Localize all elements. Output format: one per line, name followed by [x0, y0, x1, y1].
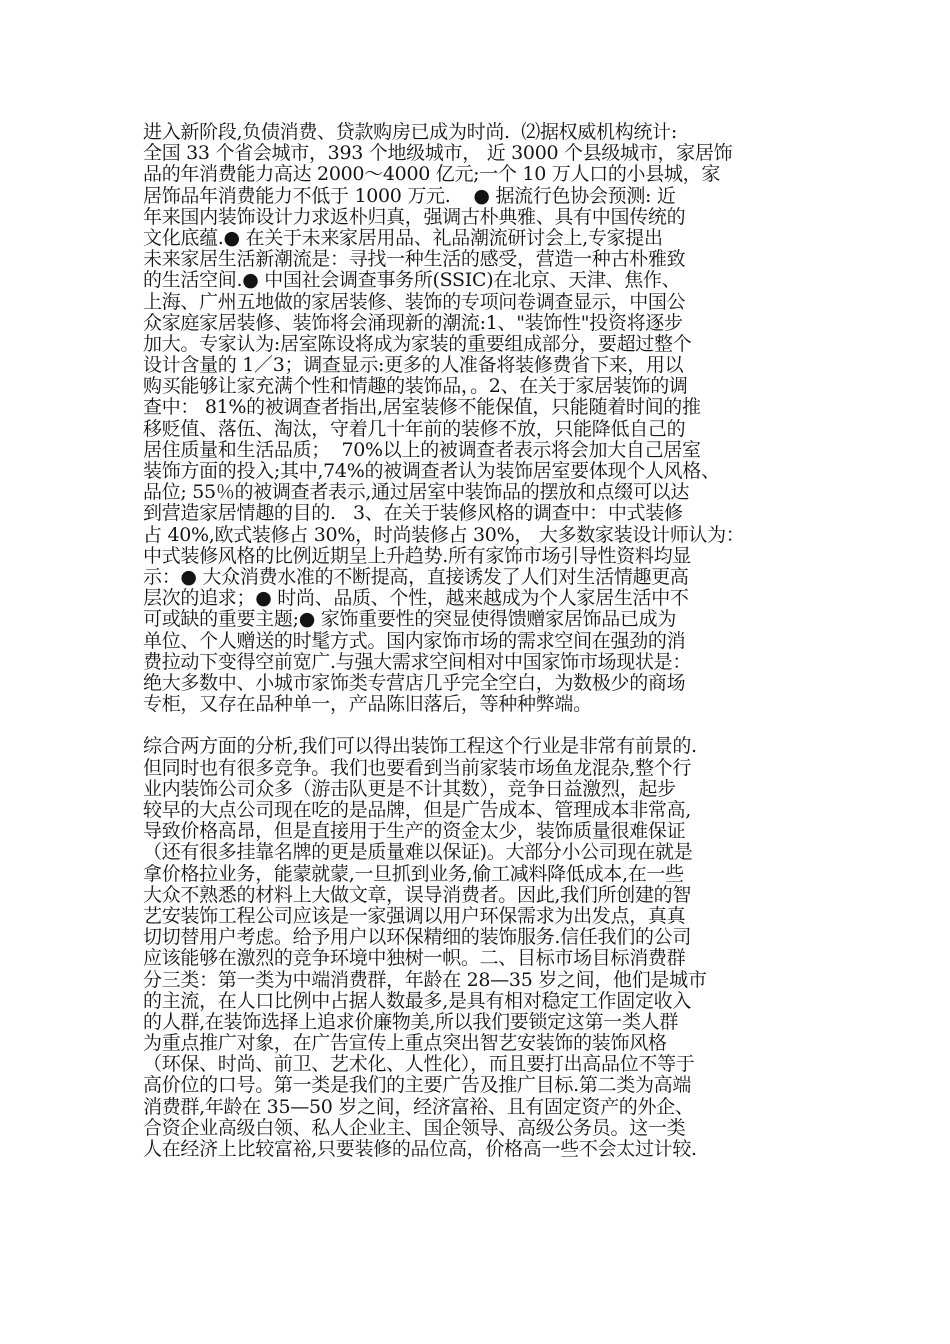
- text-line: 中式装修风格的比例近期呈上升趋势.所有家饰市场引导性资料均显: [143, 544, 692, 567]
- text-line: 分三类：第一类为中端消费群，年龄在 28—35 岁之间，他们是城市: [143, 968, 707, 991]
- text-line: 品位; 55％的被调查者表示,通过居室中装饰品的摆放和点缀可以达: [143, 481, 690, 504]
- text-line: 大众不熟悉的材料上大做文章，误导消费者。因此,我们所创建的智: [143, 883, 692, 906]
- text-line: 查中： 81%的被调查者指出,居室装修不能保值，只能随着时间的推: [143, 396, 701, 419]
- text-line: 到营造家居情趣的目的. 3、在关于装修风格的调查中：中式装修: [143, 502, 683, 525]
- text-line: 加大。专家认为:居室陈设将成为家装的重要组成部分，要超过整个: [143, 332, 692, 355]
- text-line: 的主流，在人口比例中占据人数最多,是具有相对稳定工作固定收入: [143, 989, 692, 1012]
- text-line: 绝大多数中、小城市家饰类专营店几乎完全空白，为数极少的商场: [143, 671, 686, 694]
- text-line: 拿价格拉业务，能蒙就蒙,一旦抓到业务,偷工减料降低成本,在一些: [143, 862, 684, 885]
- text-line: 未来家居生活新潮流是：寻找一种生活的感受，营造一种古朴雅致: [143, 248, 686, 271]
- text-line: 高价位的口号。第一类是我们的主要广告及推广目标.第二类为高端: [143, 1074, 692, 1097]
- text-line: 单位、个人赠送的时髦方式。国内家饰市场的需求空间在强劲的消: [143, 629, 686, 652]
- text-line: 导致价格高昂，但是直接用于生产的资金太少，装饰质量很难保证: [143, 820, 686, 843]
- text-line: 装饰方面的投入;其中,74%的被调查者认为装饰居室要体现个人风格、: [143, 460, 720, 482]
- text-line: 专柜，又存在品种单一，产品陈旧落后，等种种弊端。: [143, 693, 592, 716]
- text-line: 进入新阶段,负债消费、贷款购房已成为时尚. ⑵据权威机构统计:: [143, 121, 677, 143]
- text-line: 应该能够在激烈的竞争环境中独树一帜。二、目标市场目标消费群: [143, 947, 686, 970]
- text-line: 切切替用户考虑。给予用户以环保精细的装饰服务.信任我们的公司: [143, 926, 692, 949]
- text-line: 人在经济上比较富裕,只要装修的品位高，价格高一些不会太过计较.: [143, 1138, 697, 1160]
- text-line: 层次的追求；● 时尚、品质、个性，越来越成为个人家居生活中不: [143, 587, 689, 610]
- text-line: 但同时也有很多竞争。我们也要看到当前家装市场鱼龙混杂,整个行: [143, 756, 692, 779]
- text-line: 居饰品年消费能力不低于 1000 万元. ● 据流行色协会预测: 近: [143, 184, 676, 207]
- text-line: 为重点推广对象，在广告宣传上重点突出智艺安装饰的装饰风格: [143, 1032, 667, 1055]
- text-line: 示：● 大众消费水准的不断提高，直接诱发了人们对生活情趣更高: [143, 565, 689, 588]
- text-line: 设计含量的 1／3；调查显示:更多的人准备将装修费省下来，用以: [143, 354, 684, 377]
- text-line: 业内装饰公司众多（游击队更是不计其数），竞争日益激烈，起步: [143, 777, 676, 800]
- text-line: 综合两方面的分析,我们可以得出装饰工程这个行业是非常有前景的.: [143, 735, 697, 758]
- text-line: 费拉动下变得空前宽广.与强大需求空间相对中国家饰市场现状是：: [143, 650, 692, 673]
- paragraph-competition-analysis: [143, 736, 811, 1160]
- text-line: 品的年消费能力高达 2000～4000 亿元;一个 10 万人口的小县城，家: [143, 163, 721, 186]
- paragraph-market-survey: [143, 122, 811, 715]
- text-line: 合资企业高级白领、私人企业主、国企领导、高级公务员。这一类: [143, 1116, 686, 1139]
- text-line: 的人群,在装饰选择上追求价廉物美,所以我们要锁定这第一类人群: [143, 1010, 679, 1033]
- text-line: 较早的大点公司现在吃的是品牌，但是广告成本、管理成本非常高,: [143, 799, 692, 821]
- text-line: 文化底蕴.● 在关于未来家居用品、礼品潮流研讨会上,专家提出: [143, 226, 663, 249]
- text-line: （环保、时尚、前卫、艺术化、人性化），而且要打出高品位不等于: [143, 1053, 695, 1076]
- text-line: 的生活空间.● 中国社会调查事务所(SSIC)在北京、天津、焦作、: [143, 269, 681, 292]
- text-line: 年来国内装饰设计力求返朴归真，强调古朴典雅、具有中国传统的: [143, 205, 686, 228]
- text-line: 全国 33 个省会城市，393 个地级城市， 近 3000 个县级城市，家居饰: [143, 142, 733, 165]
- text-line: 消费群,年龄在 35—50 岁之间，经济富裕、且有固定资产的外企、: [143, 1095, 694, 1118]
- text-line: 居住质量和生活品质； 70%以上的被调查者表示将会加大自己居室: [143, 438, 701, 461]
- text-line: 众家庭家居装修、装饰将会涌现新的潮流:1、"装饰性"投资将逐步: [143, 311, 683, 334]
- text-line: 移贬值、落伍、淘汰，守着几十年前的装修不放，只能降低自己的: [143, 417, 686, 440]
- text-line: 可或缺的重要主题;● 家饰重要性的突显使得馈赠家居饰品已成为: [143, 608, 677, 631]
- text-line: 购买能够让家充满个性和情趣的装饰品，。2、在关于家居装饰的调: [143, 375, 688, 398]
- text-line: 艺安装饰工程公司应该是一家强调以用户环保需求为出发点，真真: [143, 904, 686, 927]
- text-line: 上海、广州五地做的家居装修、装饰的专项问卷调查显示，中国公: [143, 290, 686, 313]
- document-body: [143, 122, 811, 1160]
- text-line: （还有很多挂靠名牌的更是质量难以保证)。大部分小公司现在就是: [143, 841, 693, 864]
- text-line: 占 40%,欧式装修占 30%，时尚装修占 30%， 大多数家装设计师认为：: [143, 523, 745, 546]
